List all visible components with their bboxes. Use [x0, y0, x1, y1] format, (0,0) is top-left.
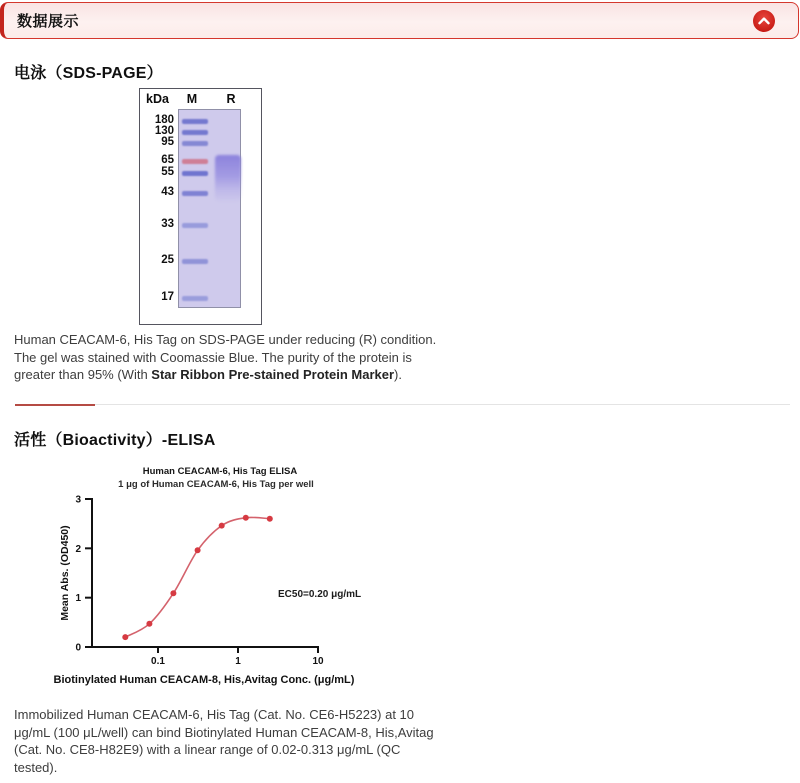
x-axis-label: Biotinylated Human CEACAM-8, His,Avitag Conc. (μg/mL)	[53, 674, 355, 686]
gel-marker-label: 180	[154, 114, 174, 126]
gel-marker-label: 95	[161, 136, 174, 148]
elisa-chart	[50, 458, 380, 700]
gel-marker-band	[182, 159, 208, 164]
page-title: 数据展示	[17, 13, 80, 30]
collapse-button[interactable]	[752, 9, 776, 33]
gel-marker-band	[182, 119, 208, 124]
gel-marker-label: 55	[161, 166, 174, 178]
gel-marker-band	[182, 130, 208, 135]
gel-marker-label: 43	[161, 186, 174, 198]
y-tick-label: 2	[75, 543, 81, 555]
sds-page-heading: 电泳（SDS-PAGE）	[14, 65, 163, 82]
gel-marker-band	[182, 141, 208, 146]
marker-product-name: Star Ribbon Pre-stained Protein Marker	[151, 367, 395, 382]
chart-subtitle: 1 μg of Human CEACAM-6, His Tag per well	[118, 479, 314, 490]
gel-lane-label-m: M	[186, 92, 198, 106]
gel-marker-label: 130	[154, 125, 174, 137]
gel-marker-band	[182, 259, 208, 264]
gel-lane-label-r: R	[226, 92, 236, 106]
gel-marker-label: 17	[161, 291, 174, 303]
fit-curve	[125, 517, 269, 637]
gel-marker-band	[182, 223, 208, 228]
caption-text: Human CEACAM-6, His Tag on SDS-PAGE under reducing (R) condition. The gel was stained with Coomassie Blue. The purity of the protein is greater than 95% (With	[14, 332, 437, 382]
sds-page-gel-figure	[139, 88, 262, 325]
divider-line	[15, 404, 790, 405]
gel-image	[178, 109, 241, 308]
gel-marker-band	[182, 171, 208, 176]
y-tick-label: 0	[75, 642, 81, 654]
x-tick-label: 10	[312, 656, 324, 667]
data-point	[267, 516, 273, 522]
gel-marker-label: 25	[161, 254, 174, 266]
section-divider	[15, 404, 790, 406]
data-point	[219, 523, 225, 529]
caption-text-end: ).	[394, 367, 402, 382]
data-point	[195, 547, 201, 553]
chart-title: Human CEACAM-6, His Tag ELISA	[142, 466, 298, 477]
elisa-caption: Immobilized Human CEACAM-6, His Tag (Cat. No. CE6-H5223) at 10 μg/mL (100 μL/well) can bind Biotinylated Human CEACAM-8, His,Avitag (Cat. No. CE8-H82E9) with a linear range of 0.02-0.313 μg/mL (QC tested).	[14, 707, 434, 775]
gel-marker-band	[182, 191, 208, 196]
data-point	[243, 515, 249, 521]
divider-accent	[15, 404, 95, 406]
sample-protein-band	[215, 155, 241, 201]
gel-marker-label: 33	[161, 218, 174, 230]
data-point	[170, 590, 176, 596]
gel-marker-band	[182, 296, 208, 301]
chevron-up-icon	[752, 9, 776, 33]
x-tick-label: 0.1	[151, 656, 165, 667]
y-tick-label: 1	[75, 593, 81, 605]
ec50-annotation: EC50=0.20 μg/mL	[278, 589, 362, 600]
gel-unit-label: kDa	[146, 92, 169, 106]
data-point	[122, 634, 128, 640]
y-axis-label: Mean Abs. (OD450)	[59, 525, 71, 621]
data-point	[146, 621, 152, 627]
y-tick-label: 3	[75, 494, 81, 506]
elisa-heading: 活性（Bioactivity）-ELISA	[14, 432, 216, 449]
x-tick-label: 1	[235, 656, 241, 667]
gel-marker-label: 65	[161, 154, 174, 166]
data-display-header[interactable]	[0, 2, 799, 39]
sds-page-caption	[14, 331, 440, 384]
